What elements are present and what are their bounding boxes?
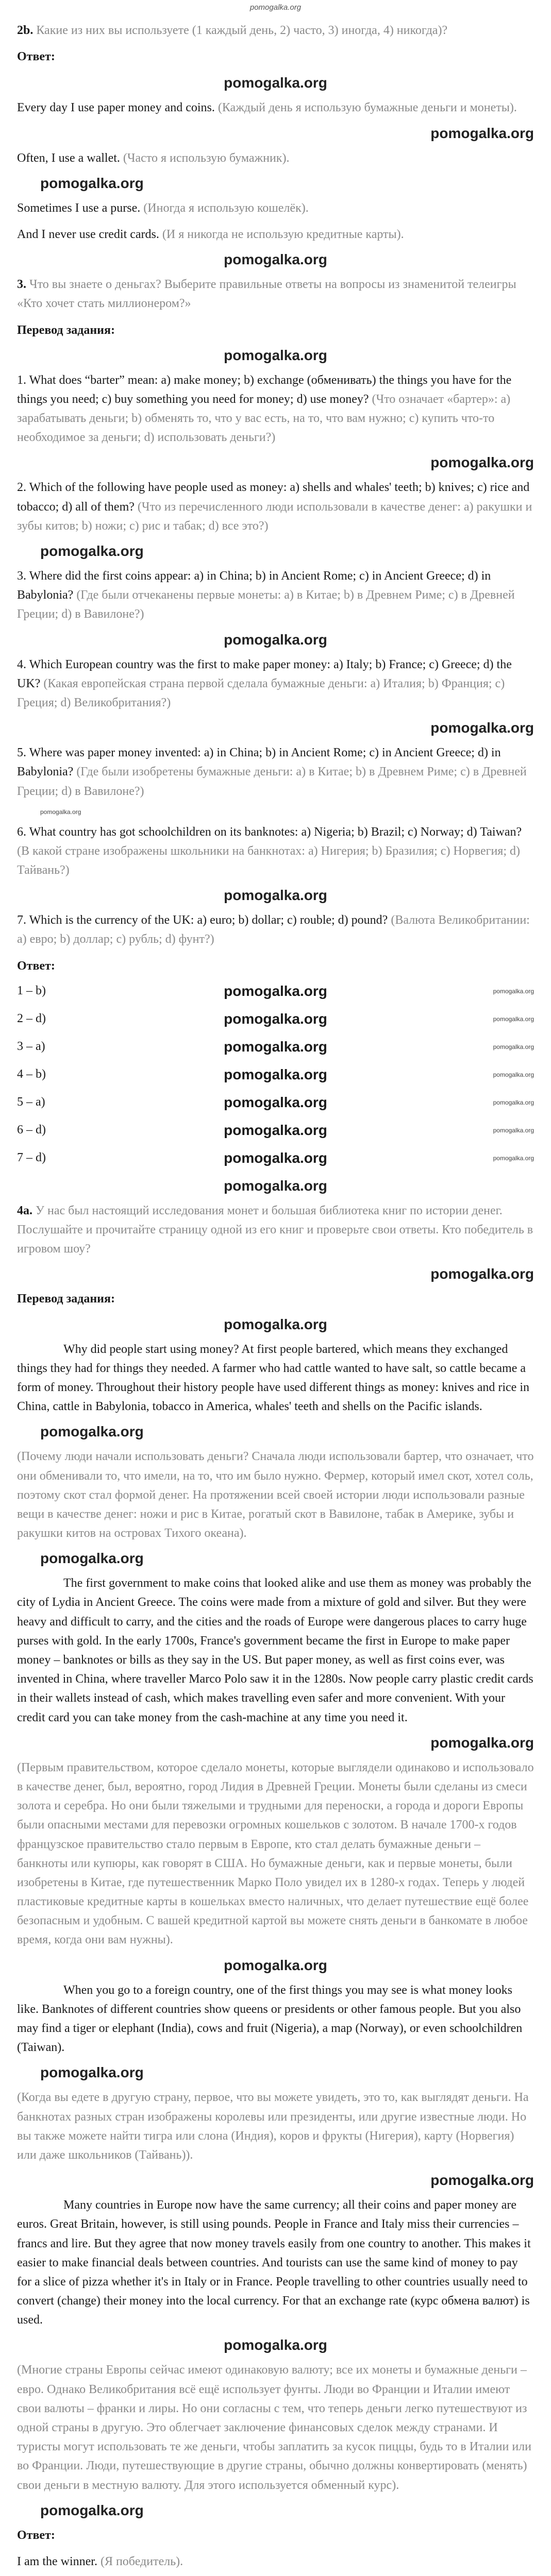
task2b-answer-label: Ответ: [17, 50, 55, 64]
task3-item-7: 7. Which is the currency of the UK: a) euro; b) dollar; c) rouble; d) pound? (Валюта Великобритании: а) евро; b) доллар; с) рубль; d) фунт?) [17, 913, 530, 946]
task3-answers [17, 983, 534, 1166]
answer-6: 6 – d) [17, 1123, 46, 1137]
watermark: pomogalka.org [40, 543, 144, 559]
watermark: pomogalka.org [40, 175, 144, 191]
watermark: pomogalka.org [493, 1043, 534, 1050]
task2b-line-3: Sometimes I use a purse. (Иногда я использую кошелёк). [17, 201, 309, 215]
task3-item-3: 3. Where did the first coins appear: a) in China; b) in Ancient Rome; c) in Ancient Greece; d) in Babylonia? (Где были отчеканены первые монеты: а) в Китае; b) в Древнем Риме; с) в Древней Греции; d) в Вавилоне?) [17, 569, 515, 621]
watermark: pomogalka.org [493, 1071, 534, 1078]
watermark: pomogalka.org [224, 631, 327, 648]
watermark: pomogalka.org [224, 347, 327, 363]
watermark: pomogalka.org [224, 887, 327, 904]
watermark: pomogalka.org [40, 1550, 144, 1567]
task4a-final-answer [17, 2552, 534, 2571]
task3-translation-label: Перевод задания: [17, 323, 115, 337]
watermark: pomogalka.org [493, 1154, 534, 1162]
task2b-heading: 2b. [17, 24, 34, 37]
final-ru: (Я победитель). [100, 2554, 183, 2568]
watermark: pomogalka.org [493, 1015, 534, 1023]
watermark: pomogalka.org [40, 2064, 144, 2081]
task3-question-text: Что вы знаете о деньгах? Выберите правильные ответы на вопросы из знаменитой телеигры «Кто хочет стать миллионером?» [17, 278, 516, 311]
answer-7: 7 – d) [17, 1151, 46, 1165]
watermark: pomogalka.org [224, 982, 327, 999]
watermark: pomogalka.org [224, 75, 327, 91]
task3-item-2: 2. Which of the following have people used as money: a) shells and whales' teeth; b) knives; c) rice and tobacco; d) all of them? (Что из перечисленного люди использовали в качестве денег: а) ракушки и зубы китов; b) ножи; с) рис и табак; d) все это?) [17, 481, 532, 533]
task4a-question-text: У нас был настоящий исследования монет и большая библиотека книг по истории денег. Послушайте и прочитайте страницу одной из его книг и проверьте свои ответы. Кто победитель в игровом шоу? [17, 1204, 533, 1256]
page [17, 0, 534, 2571]
watermark: pomogalka.org [430, 1266, 534, 1282]
watermark: pomogalka.org [224, 1038, 327, 1055]
task3-item-1: 1. What does “barter” mean: a) make money; b) exchange (обменивать) the things you have for the things you need; c) buy something you need for money; d) use money? (Что означает «бартер»: а) зарабатывать деньги; b) обменять то, что у вас есть, на то, что вам нужно; с) купить что-то необходимое за деньги; d) использовать деньги?) [17, 373, 512, 445]
watermark: pomogalka.org [224, 1066, 327, 1082]
watermark: pomogalka.org [224, 1094, 327, 1110]
watermark: pomogalka.org [493, 987, 534, 995]
watermark: pomogalka.org [224, 2337, 327, 2353]
answer-2: 2 – d) [17, 1012, 46, 1026]
answer-row [17, 983, 534, 999]
paragraph-3-en: When you go to a foreign country, one of the first things you may see is what money looks like. Banknotes of different countries show queens or presidents or other famous people. But you also may find a tiger or elephant (India), cows and fruit (Nigeria), a map (Norway), or even schoolchildren (Taiwan). [17, 1983, 523, 2055]
task2b-question [17, 21, 534, 40]
watermark: pomogalka.org [224, 1957, 327, 1973]
answer-row [17, 1066, 534, 1083]
task3-heading: 3. [17, 278, 26, 292]
watermark: pomogalka.org [430, 454, 534, 471]
task3-item-4: 4. Which European country was the first to make paper money: a) Italy; b) France; c) Greece; d) the UK? (Какая европейская страна первой сделала бумажные деньги: а) Италия; b) Франция; с) Греция; d) Великобритания?) [17, 657, 512, 709]
task3-item-6: 6. What country has got schoolchildren on its banknotes: a) Nigeria; b) Brazil; c) Norway; d) Taiwan? (В какой стране изображены школьники на банкнотах: а) Нигерия; b) Бразилия; с) Норвегия; d) Тайвань?) [17, 825, 522, 877]
paragraph-1-en: Why did people start using money? At first people bartered, which means they exchanged things they had for things they needed. A farmer who had cattle wanted to have salt, so cattle became a form of money. Throughout their history people have used different things as money: knives and rice in China, cattle in Babylonia, tobacco in America, whales' teeth and shells on the Pacific islands. [17, 1342, 529, 1414]
paragraph-2-ru: (Первым правительством, которое сделало монеты, которые выглядели одинаково и использовало в качестве денег, был, вероятно, город Лидия в Древней Греции. Монеты были сделаны из смеси золота и серебра. Но они были тяжелыми и трудными для переноски, а города и дороги Европы были опасными местами для перевозки огромных кошельков с золотом. В начале 1700-х годов французское правительство стало первым в Европе, кто стал делать бумажные деньги – банкноты или купюры, как говорят в США. Но бумажные деньги, как и первые монеты, были изобретены в Китае, где путешественник Марко Поло увидел их в 1280-х годах. Теперь у людей пластиковые кредитные карты в кошельках вместо наличных, что делает путешествие ещё более безопасным и удобным. С вашей кредитной картой вы можете снять деньги в банкомате в любое время, когда они вам нужны). [17, 1760, 534, 1947]
paragraph-4-en: Many countries in Europe now have the same currency; all their coins and paper money are euros. Great Britain, however, is still using pounds. People in France and Italy miss their currencies – francs and lire. But they agree that now money travels easily from one country to another. This makes it easier to make financial deals between countries. And tourists can use the same kind of money to pay for a slice of pizza whether it's in Italy or in France. People travelling to other countries usually need to convert (change) their money into the local currency. For that an exchange rate (курс обмена валют) is used. [17, 2198, 531, 2327]
watermark: pomogalka.org [224, 1122, 327, 1138]
task4a-heading: 4a. [17, 1204, 32, 1217]
watermark: pomogalka.org [493, 1098, 534, 1106]
watermark: pomogalka.org [40, 808, 81, 816]
task3-answer-label: Ответ: [17, 959, 55, 973]
paragraph-1-ru: (Почему люди начали использовать деньги? Сначала люди использовали бартер, что означает, что они обменивали то, что имели, на то, что им было нужно. Фермер, который имел скот, хотел соль, поэтому скот стал формой денег. На протяжении всей своей истории люди использовали разные вещи в качестве денег: ножи и рис в Китае, рогатый скот в Вавилоне, табак в Америке, зубы и ракушки китов на островах Тихого океана). [17, 1450, 534, 1540]
answer-row [17, 1039, 534, 1055]
task3-item-5: 5. Where was paper money invented: a) in China; b) in Ancient Rome; c) in Ancient Greece; d) in Babylonia? (Где были изобретены бумажные деньги: а) в Китае; b) в Древнем Риме; с) в Древней Греции; d) в Вавилоне?) [17, 746, 527, 798]
task4a-question [17, 1201, 534, 1259]
paragraph-4-ru: (Многие страны Европы сейчас имеют одинаковую валюту; все их монеты и бумажные деньги – евро. Однако Великобритания всё ещё использует фунты. Люди во Франции и Италии имеют свои валюты – франки и лиры. Но они согласны с тем, что теперь деньги легко путешествуют из одной страны в другую. Это облегчает заключение финансовых сделок между странами. И туристы могут использовать те же деньги, чтобы заплатить за кусок пиццы, будь то в Италии или во Франции. Люди, путешествующие в другие страны, обычно должны конвертировать (менять) свои деньги в местную валюту. Для этого используется обменный курс). [17, 2363, 531, 2492]
answer-3: 3 – a) [17, 1040, 45, 1054]
watermark: pomogalka.org [224, 1149, 327, 1166]
watermark: pomogalka.org [40, 2502, 144, 2518]
watermark: pomogalka.org [224, 1177, 327, 1194]
answer-row [17, 1094, 534, 1111]
task2b-line-4: And I never use credit cards. (И я никогда не использую кредитные карты). [17, 227, 404, 241]
task2b-line-2: Often, I use a wallet. (Часто я использую бумажник). [17, 151, 290, 165]
task4a-translation-label: Перевод задания: [17, 1292, 115, 1306]
task2b-line-1: Every day I use paper money and coins. (Каждый день я использую бумажные деньги и монеты). [17, 101, 517, 115]
answer-1: 1 – b) [17, 984, 46, 998]
answer-row [17, 1150, 534, 1166]
watermark: pomogalka.org [493, 1126, 534, 1134]
answer-4: 4 – b) [17, 1067, 46, 1081]
final-en: I am the winner. [17, 2554, 97, 2568]
answer-5: 5 – a) [17, 1095, 45, 1109]
watermark: pomogalka.org [430, 2172, 534, 2189]
paragraph-3-ru: (Когда вы едете в другую страну, первое, что вы можете увидеть, это то, как выглядят деньги. На банкнотах разных стран изображены королевы или президенты, или другие известные люди. Но вы также можете найти тигра или слона (Индия), коров и фрукты (Нигерия), карту (Норвегия) или даже школьников (Тайвань)). [17, 2091, 529, 2162]
paragraph-2-en: The first government to make coins that looked alike and use them as money was probably the city of Lydia in Ancient Greece. The coins were made from a mixture of gold and silver. But they were heavy and difficult to carry, and the cities and the roads of Europe were dangerous places to carry huge purses with gold. In the early 1700s, France's government became the first in Europe to make paper money – banknotes or bills as they say in the US. But paper money, as well as first coins ever, was invented in China, where traveller Marco Polo saw it in the 1280s. Now people carry plastic credit cards in their wallets instead of cash, which makes travelling even safer and more convenient. With your credit card you can take money from the cash-machine at any time you need it. [17, 1577, 533, 1724]
task2b-question-text: Какие из них вы используете (1 каждый день, 2) часто, 3) иногда, 4) никогда)? [36, 24, 448, 37]
watermark: pomogalka.org [224, 251, 327, 268]
task3-question [17, 275, 534, 313]
task4a-answer-label: Ответ: [17, 2528, 55, 2542]
watermark: pomogalka.org [430, 1734, 534, 1751]
answer-row [17, 1011, 534, 1027]
watermark: pomogalka.org [224, 1010, 327, 1027]
watermark: pomogalka.org [430, 720, 534, 736]
answer-row [17, 1122, 534, 1139]
watermark: pomogalka.org [224, 1316, 327, 1332]
site-url[interactable]: pomogalka.org [249, 3, 302, 12]
answer-row [17, 47, 534, 74]
watermark: pomogalka.org [430, 125, 534, 141]
watermark: pomogalka.org [40, 1423, 144, 1440]
